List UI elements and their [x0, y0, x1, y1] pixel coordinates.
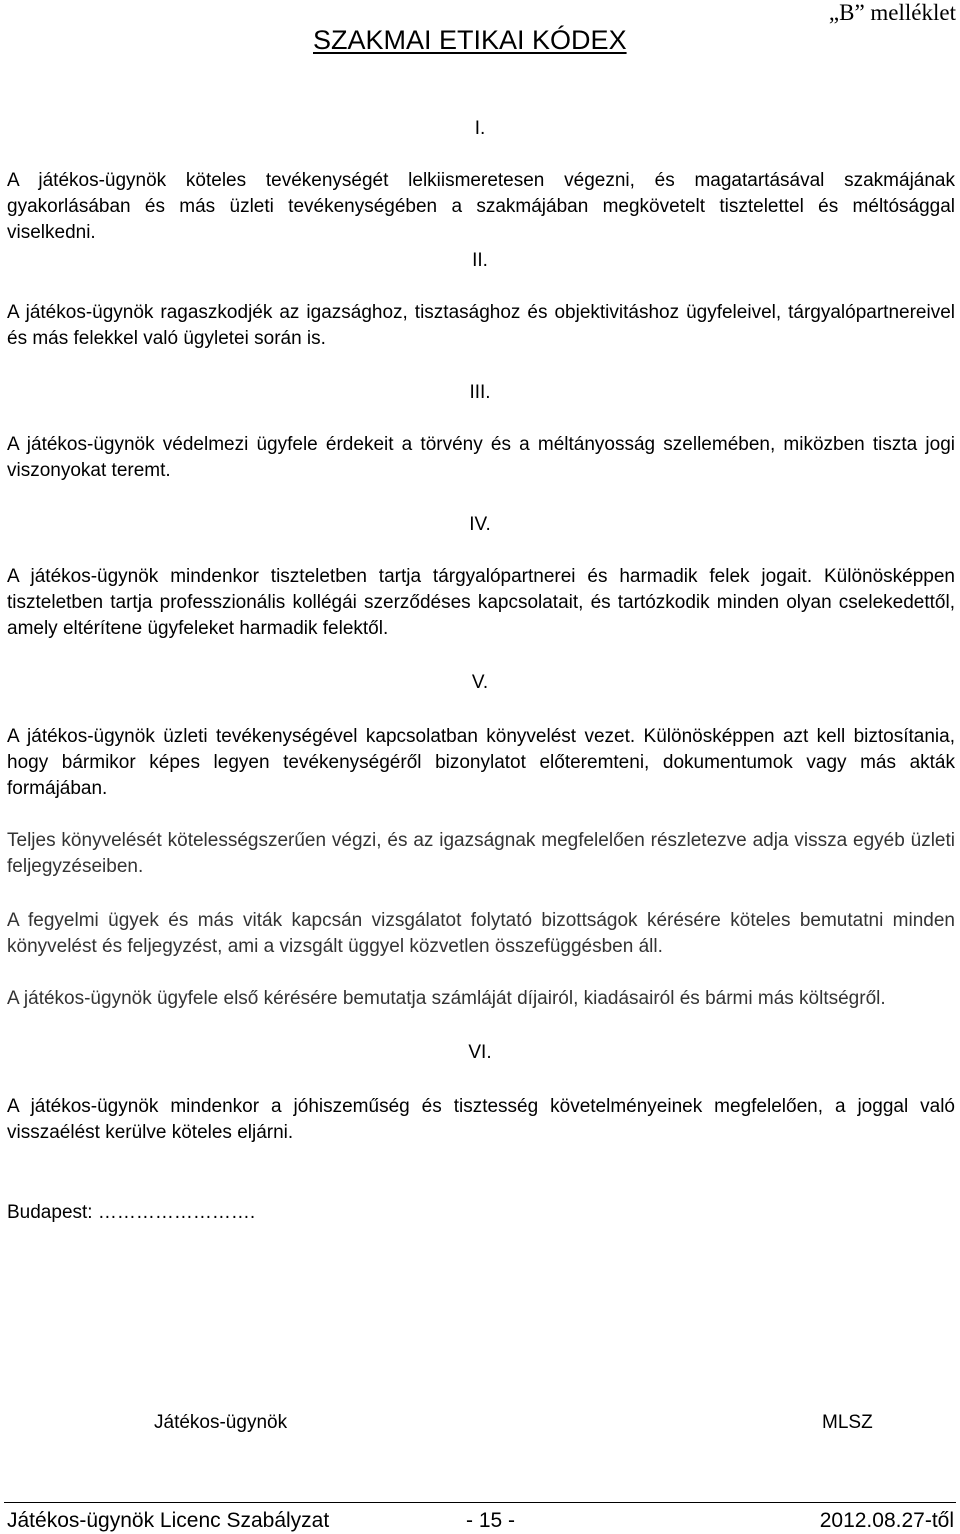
section-v-paragraph-3: A fegyelmi ügyek és más viták kapcsán vizsgálatot folytató bizottságok kérésére köteles bemutatni minden könyvelést és feljegyzést, ami a vizsgált üggyel közvetlen összefüggésben áll.: [7, 910, 955, 957]
section-v-paragraph-4: A játékos-ügynök ügyfele első kérésére bemutatja számláját díjairól, kiadásairól és bármi más költségről.: [7, 988, 886, 1009]
footer-divider: [4, 1502, 956, 1503]
section-v-paragraph-1: A játékos-ügynök üzleti tevékenységével kapcsolatban könyvelést vezet. Különösképpen azt kell biztosítania, hogy bármikor képes legyen tevékenységéről bizonylatot előteremteni, dokumentumok vagy más akták formájában.: [7, 726, 955, 799]
signature-right: MLSZ: [822, 1412, 873, 1433]
section-iii-paragraph: A játékos-ügynök védelmezi ügyfele érdekeit a törvény és a méltányosság szellemében, miközben tiszta jogi viszonyokat teremt.: [7, 434, 955, 481]
section-number-v: V.: [471, 672, 489, 693]
place-date-line: Budapest: …………………….: [7, 1202, 256, 1223]
section-number-iii: III.: [469, 382, 491, 403]
footer-effective-date: 2012.08.27-től: [819, 1509, 954, 1532]
section-iv-paragraph: A játékos-ügynök mindenkor tiszteletben tartja tárgyalópartnerei és harmadik felek jogait. Különösképpen tiszteletben tartja professzionális kollégái szerződéses kapcsolatait, és tartózkodik minden olyan cselekedettől, amely eltérítene ügyfeleket harmadik felektől.: [7, 566, 955, 639]
annex-label: „B” melléklet: [828, 0, 956, 25]
section-v-paragraph-2: Teljes könyvelését kötelességszerűen végzi, és az igazságnak megfelelően részletezve adja vissza egyéb üzleti feljegyzéseiben.: [7, 830, 955, 877]
footer-page-number: - 15 -: [466, 1509, 516, 1532]
section-vi-paragraph: A játékos-ügynök mindenkor a jóhiszeműség és tisztesség követelményeinek megfelelően, a joggal való visszaélést kerülve köteles eljárni.: [7, 1096, 955, 1143]
section-number-iv: IV.: [469, 514, 491, 535]
section-i-paragraph: A játékos-ügynök köteles tevékenységét lelkiismeretesen végezni, és magatartásával szakmájának gyakorlásában és más üzleti tevékenységében a szakmájában megkövetelt tisztelettel és méltósággal viselkedni.: [7, 170, 955, 243]
section-ii-paragraph: A játékos-ügynök ragaszkodjék az igazsághoz, tisztasághoz és objektivitáshoz ügyfeleivel, tárgyalópartnereivel és más felekkel való ügyletei során is.: [7, 302, 955, 349]
section-number-i: I.: [474, 118, 486, 139]
document-title: SZAKMAI ETIKAI KÓDEX: [313, 25, 627, 55]
section-number-ii: II.: [472, 250, 488, 271]
section-number-vi: VI.: [468, 1042, 492, 1063]
footer-document-name: Játékos-ügynök Licenc Szabályzat: [7, 1509, 330, 1532]
signature-left: Játékos-ügynök: [154, 1412, 288, 1433]
